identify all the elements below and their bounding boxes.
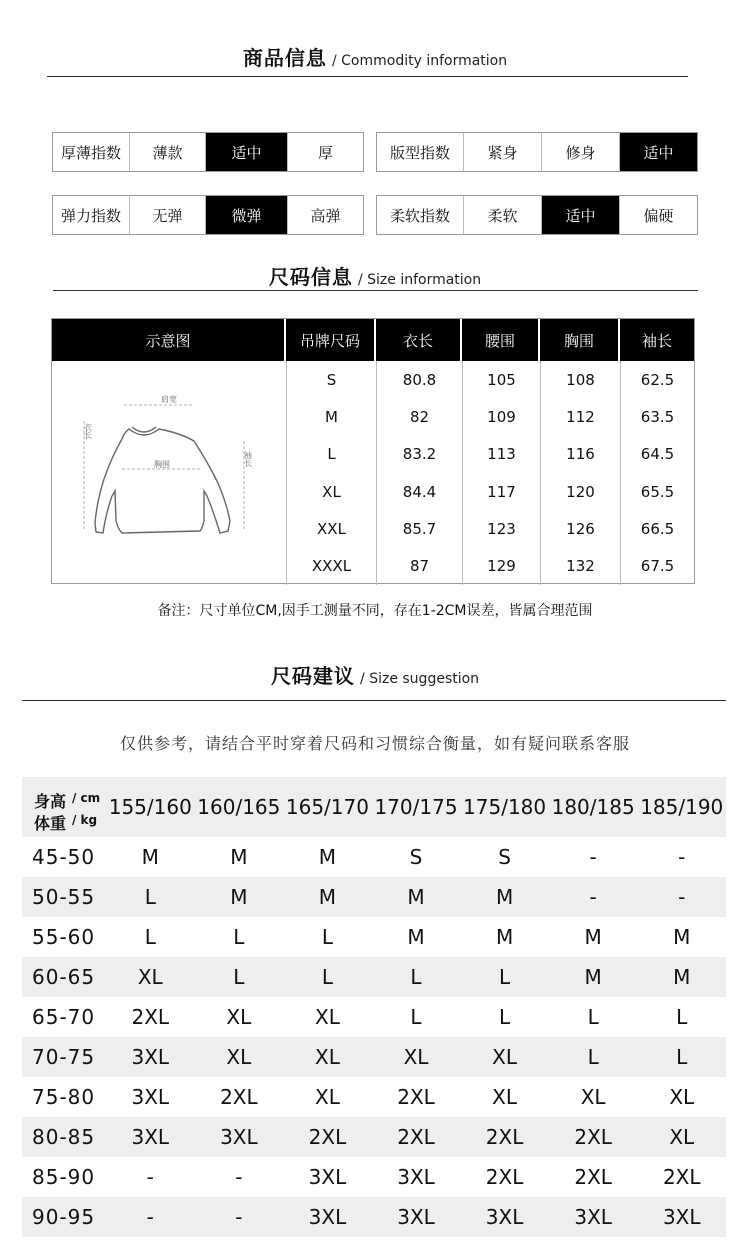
size-table-cell: 64.5 bbox=[640, 445, 675, 464]
weight-range: 70-75 bbox=[32, 1045, 96, 1069]
suggested-size: XL bbox=[669, 1125, 695, 1149]
suggested-size: L bbox=[410, 1005, 422, 1029]
suggested-size: XL bbox=[315, 1005, 340, 1029]
suggested-size: M bbox=[230, 845, 248, 869]
diagram-label-chest: 胸围 bbox=[154, 460, 170, 469]
weight-range: 55-60 bbox=[32, 925, 96, 949]
suggestion-row bbox=[22, 957, 726, 997]
suggested-size: 3XL bbox=[308, 1165, 347, 1189]
suggested-size: M bbox=[318, 885, 337, 909]
height-column-header: 175/180 bbox=[463, 795, 547, 819]
size-table-column bbox=[620, 361, 694, 585]
size-table-cell: 109 bbox=[487, 407, 516, 426]
corner-height: 身高 bbox=[34, 792, 67, 811]
suggested-size: L bbox=[144, 925, 156, 949]
suggested-size: M bbox=[584, 965, 602, 989]
weight-range: 90-95 bbox=[32, 1205, 96, 1229]
height-column-header: 165/170 bbox=[285, 795, 369, 819]
size-info-divider bbox=[53, 290, 698, 291]
size-table-cell: 120 bbox=[566, 482, 595, 501]
commodity-title-en: / Commodity information bbox=[331, 53, 508, 69]
size-table-header-cell: 腰围 bbox=[462, 319, 540, 361]
size-table-cell: 83.2 bbox=[402, 445, 437, 464]
garment-diagram bbox=[52, 361, 286, 583]
size-table-cell: 113 bbox=[487, 445, 516, 464]
size-table-cell: 66.5 bbox=[640, 519, 675, 538]
suggested-size: 3XL bbox=[131, 1125, 170, 1149]
suggested-size: - bbox=[146, 1205, 154, 1229]
size-table-header-cell: 胸围 bbox=[540, 319, 620, 361]
diagram-label-shoulder: 肩宽 bbox=[161, 395, 177, 404]
suggestion-row bbox=[22, 837, 726, 877]
size-table-header-cell: 衣长 bbox=[376, 319, 462, 361]
size-table-cell: 105 bbox=[487, 370, 516, 389]
suggested-size: XL bbox=[137, 965, 163, 989]
height-column-header: 170/175 bbox=[374, 795, 458, 819]
size-table-cell: L bbox=[327, 445, 336, 464]
size-table-cell: XXXL bbox=[311, 557, 352, 576]
suggested-size: 2XL bbox=[220, 1085, 258, 1109]
weight-range: 60-65 bbox=[32, 965, 96, 989]
size-table-cell: 108 bbox=[566, 370, 595, 389]
suggested-size: M bbox=[318, 845, 337, 869]
height-column-header: 185/190 bbox=[640, 795, 724, 819]
suggested-size: L bbox=[499, 965, 511, 989]
suggested-size: L bbox=[233, 965, 245, 989]
size-info-title-zh: 尺码信息 bbox=[268, 265, 353, 289]
suggested-size: - bbox=[678, 845, 686, 869]
suggested-size: 2XL bbox=[574, 1165, 612, 1189]
suggested-size: M bbox=[407, 925, 425, 949]
commodity-divider bbox=[47, 76, 688, 77]
size-info-section-title bbox=[0, 261, 750, 290]
suggestion-row bbox=[22, 1197, 726, 1237]
suggestion-row bbox=[22, 917, 726, 957]
size-table-cell: 84.4 bbox=[402, 482, 437, 501]
suggested-size: XL bbox=[403, 1045, 429, 1069]
suggestion-row bbox=[22, 1157, 726, 1197]
size-table-cell: 87 bbox=[409, 557, 430, 576]
suggested-size: - bbox=[146, 1165, 154, 1189]
weight-range: 45-50 bbox=[32, 845, 96, 869]
suggested-size: - bbox=[589, 885, 597, 909]
attribute-box-2 bbox=[376, 132, 698, 172]
attribute-option: 高弹 bbox=[287, 196, 363, 234]
suggested-size: L bbox=[676, 1005, 688, 1029]
attribute-option: 修身 bbox=[541, 133, 619, 171]
size-table-cell: 67.5 bbox=[640, 557, 675, 576]
attribute-label: 版型指数 bbox=[389, 143, 450, 162]
size-table-cell: 126 bbox=[566, 519, 595, 538]
suggested-size: 3XL bbox=[220, 1125, 258, 1149]
size-info-title-en: / Size information bbox=[357, 272, 482, 288]
suggested-size: 3XL bbox=[574, 1205, 612, 1229]
suggested-size: XL bbox=[492, 1045, 517, 1069]
suggestion-row bbox=[22, 997, 726, 1037]
attribute-label: 厚薄指数 bbox=[60, 143, 121, 162]
attribute-option: 偏硬 bbox=[619, 196, 697, 234]
suggested-size: 2XL bbox=[574, 1125, 612, 1149]
suggestion-header-row bbox=[22, 777, 726, 837]
attribute-option: 厚 bbox=[287, 133, 363, 171]
suggestion-row bbox=[22, 1117, 726, 1157]
suggested-size: L bbox=[144, 885, 156, 909]
size-table-cell: 82 bbox=[409, 407, 430, 426]
suggested-size: 3XL bbox=[308, 1205, 347, 1229]
suggestion-rows bbox=[22, 837, 726, 1237]
suggested-size: M bbox=[584, 925, 602, 949]
diagram-label-sleeve: 袖长 bbox=[243, 451, 253, 467]
suggested-size: 2XL bbox=[485, 1125, 524, 1149]
weight-range: 80-85 bbox=[32, 1125, 96, 1149]
suggested-size: 3XL bbox=[485, 1205, 524, 1229]
size-table-cell: 112 bbox=[566, 407, 595, 426]
suggested-size: 2XL bbox=[397, 1125, 435, 1149]
size-table-cell: 63.5 bbox=[640, 407, 675, 426]
suggested-size: 2XL bbox=[131, 1005, 170, 1029]
suggested-size: 2XL bbox=[662, 1165, 701, 1189]
suggested-size: 2XL bbox=[308, 1125, 347, 1149]
attribute-label: 弹力指数 bbox=[60, 206, 121, 225]
size-table-cell: XXL bbox=[317, 519, 346, 538]
suggested-size: 2XL bbox=[397, 1085, 435, 1109]
size-note: 备注：尺寸单位CM,因手工测量不同，存在1-2CM误差，皆属合理范围 bbox=[157, 603, 593, 619]
attribute-box-1 bbox=[52, 132, 364, 172]
weight-range: 85-90 bbox=[32, 1165, 96, 1189]
attribute-box-3 bbox=[52, 195, 364, 235]
size-table-cell: 123 bbox=[487, 519, 516, 538]
suggested-size: M bbox=[673, 925, 691, 949]
suggestion-row bbox=[22, 1077, 726, 1117]
size-table-cell: 117 bbox=[487, 482, 516, 501]
suggested-size: S bbox=[409, 845, 423, 869]
suggested-size: 3XL bbox=[662, 1205, 701, 1229]
suggested-size: XL bbox=[492, 1085, 517, 1109]
suggested-size: - bbox=[235, 1165, 243, 1189]
size-table-cell: 132 bbox=[566, 557, 595, 576]
suggested-size: M bbox=[230, 885, 248, 909]
suggested-size: S bbox=[498, 845, 511, 869]
sweatshirt-diagram-icon bbox=[52, 361, 286, 583]
size-table-cell: 116 bbox=[566, 445, 595, 464]
size-table-cell: 80.8 bbox=[402, 370, 437, 389]
size-table-body bbox=[286, 361, 694, 585]
attribute-option: 适中 bbox=[541, 196, 619, 234]
suggestion-title-en: / Size suggestion bbox=[360, 671, 480, 687]
suggested-size: L bbox=[499, 1005, 511, 1029]
size-table-cell: S bbox=[326, 370, 337, 389]
commodity-title-zh: 商品信息 bbox=[242, 46, 327, 70]
suggested-size: L bbox=[587, 1005, 599, 1029]
corner-height-unit: / cm bbox=[72, 791, 101, 805]
suggested-size: 3XL bbox=[397, 1165, 435, 1189]
suggested-size: L bbox=[233, 925, 245, 949]
suggested-size: 3XL bbox=[397, 1205, 435, 1229]
suggested-size: L bbox=[321, 965, 333, 989]
corner-weight-unit: / kg bbox=[72, 813, 98, 827]
size-table-cell: 85.7 bbox=[402, 519, 437, 538]
size-info-table bbox=[51, 318, 695, 584]
weight-range: 75-80 bbox=[32, 1085, 96, 1109]
size-table-column bbox=[286, 361, 376, 585]
attribute-option: 适中 bbox=[205, 133, 287, 171]
suggested-size: L bbox=[587, 1045, 599, 1069]
corner-weight: 体重 bbox=[34, 814, 67, 833]
suggested-size: XL bbox=[580, 1085, 606, 1109]
attribute-option: 柔软 bbox=[463, 196, 541, 234]
size-table-header-cell: 示意图 bbox=[52, 319, 286, 361]
size-table-cell: 62.5 bbox=[640, 370, 675, 389]
weight-range: 50-55 bbox=[32, 885, 96, 909]
height-column-header: 160/165 bbox=[197, 795, 281, 819]
size-table-header-cell: 吊牌尺码 bbox=[286, 319, 376, 361]
suggested-size: - bbox=[235, 1205, 243, 1229]
suggestion-row bbox=[22, 1037, 726, 1077]
size-table-cell: XL bbox=[322, 482, 341, 501]
suggestion-row bbox=[22, 877, 726, 917]
suggestion-title-zh: 尺码建议 bbox=[270, 664, 355, 688]
size-suggestion-table bbox=[22, 777, 726, 1237]
suggested-size: M bbox=[141, 845, 159, 869]
suggested-size: XL bbox=[315, 1085, 340, 1109]
attribute-option: 薄款 bbox=[129, 133, 205, 171]
suggested-size: L bbox=[321, 925, 333, 949]
suggested-size: - bbox=[678, 885, 686, 909]
suggested-size: XL bbox=[226, 1045, 252, 1069]
suggested-size: XL bbox=[226, 1005, 252, 1029]
size-table-cell: 65.5 bbox=[640, 482, 675, 501]
size-table-column bbox=[462, 361, 540, 585]
suggested-size: 2XL bbox=[485, 1165, 524, 1189]
size-table-header-cell: 袖长 bbox=[620, 319, 694, 361]
attribute-option: 微弹 bbox=[205, 196, 287, 234]
suggested-size: 3XL bbox=[131, 1085, 170, 1109]
attribute-label: 柔软指数 bbox=[389, 206, 450, 225]
commodity-section-title bbox=[0, 42, 750, 71]
suggested-size: M bbox=[495, 925, 514, 949]
height-column-header: 155/160 bbox=[108, 795, 192, 819]
size-table-cell: 129 bbox=[487, 557, 516, 576]
suggested-size: XL bbox=[315, 1045, 340, 1069]
suggested-size: M bbox=[495, 885, 514, 909]
attribute-box-4 bbox=[376, 195, 698, 235]
attribute-option: 紧身 bbox=[463, 133, 541, 171]
size-table-column bbox=[376, 361, 462, 585]
size-table-header bbox=[52, 319, 694, 361]
suggested-size: M bbox=[407, 885, 425, 909]
height-column-header: 180/185 bbox=[551, 795, 635, 819]
suggestion-tip: 仅供参考，请结合平时穿着尺码和习惯综合衡量，如有疑问联系客服 bbox=[119, 734, 630, 753]
suggested-size: L bbox=[676, 1045, 688, 1069]
suggested-size: - bbox=[589, 845, 597, 869]
suggestion-corner bbox=[22, 777, 106, 837]
weight-range: 65-70 bbox=[32, 1005, 96, 1029]
size-table-column bbox=[540, 361, 620, 585]
size-table-cell: M bbox=[325, 407, 338, 426]
suggestion-divider bbox=[22, 700, 726, 701]
suggested-size: L bbox=[410, 965, 422, 989]
suggested-size: M bbox=[673, 965, 691, 989]
attribute-option: 无弹 bbox=[129, 196, 205, 234]
diagram-label-length: 衣长 bbox=[83, 423, 93, 439]
suggested-size: XL bbox=[669, 1085, 695, 1109]
suggested-size: 3XL bbox=[131, 1045, 170, 1069]
attribute-option: 适中 bbox=[619, 133, 697, 171]
suggestion-section-title bbox=[0, 660, 750, 689]
